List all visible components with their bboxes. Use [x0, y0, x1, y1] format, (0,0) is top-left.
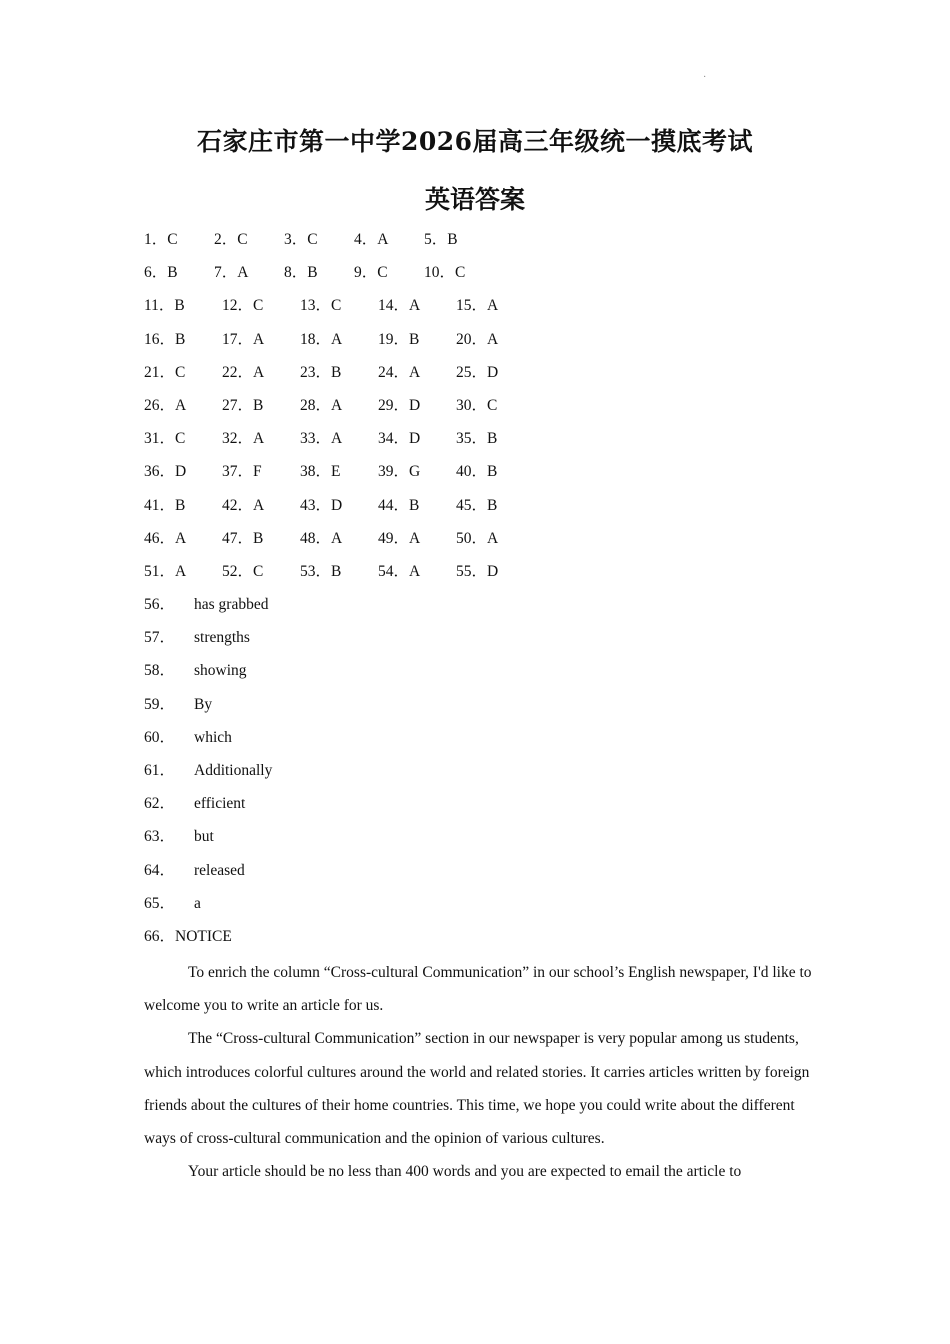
fill-number: 58．	[144, 662, 176, 680]
fill-answer: By	[194, 695, 213, 713]
choice-row	[144, 558, 498, 591]
choice-answer: 18．A	[300, 330, 343, 348]
choice-answer: 5．B	[424, 231, 458, 248]
choice-answer: 37．F	[222, 463, 262, 481]
choice-answer: 26．A	[144, 396, 187, 414]
choice-answer: 22．A	[222, 363, 265, 381]
choice-answer: 49．A	[378, 529, 421, 547]
choice-answer: 23．B	[300, 363, 342, 381]
fill-answer: showing	[194, 662, 247, 680]
choice-row	[144, 425, 498, 458]
choice-answer: 34．D	[378, 430, 421, 448]
choice-answer: 36．D	[144, 463, 187, 481]
choice-answer: 14．A	[378, 297, 421, 315]
choice-answer: 30．C	[456, 396, 498, 414]
fill-number: 60．	[144, 728, 176, 746]
choice-answer: 27．B	[222, 396, 264, 414]
fill-answer: strengths	[194, 629, 250, 647]
choice-answer: 54．A	[378, 562, 421, 580]
choice-answer: 38．E	[300, 463, 341, 481]
choice-answer: 29．D	[378, 396, 421, 414]
choice-answer: 12．C	[222, 297, 264, 315]
choice-answer: 15．A	[456, 297, 499, 315]
choice-answer: 20．A	[456, 330, 499, 348]
fill-answer: a	[194, 894, 201, 912]
choice-answer: 21．C	[144, 363, 186, 381]
choice-answer: 50．A	[456, 529, 499, 547]
fill-number: 56．	[144, 596, 176, 613]
choice-answer: 32．A	[222, 430, 265, 448]
choice-answer: 42．A	[222, 496, 265, 514]
choice-row	[144, 292, 498, 325]
choice-answer: 2．C	[214, 231, 248, 248]
fill-row	[144, 624, 272, 657]
choice-row	[144, 458, 498, 491]
choice-answer: 9．C	[354, 264, 388, 282]
choice-answer: 10．C	[424, 264, 466, 282]
fill-row	[144, 790, 272, 823]
choice-answer: 39．G	[378, 463, 421, 481]
choice-answers	[144, 226, 498, 591]
fill-row	[144, 691, 272, 724]
header-mark: ·	[703, 72, 707, 83]
choice-answer: 46．A	[144, 529, 187, 547]
choice-answer: 44．B	[378, 496, 420, 514]
essay-paragraph: The “Cross-cultural Communication” section in our newspaper is very popular among us students, which introduces colorful cultures around the world and related stories. It carries articles written by foreign friends about the cultures of their home countries. This time, we hope you could write about the different ways of cross-cultural communication and the opinion of various cultures.	[144, 1030, 810, 1148]
essay-paragraph: Your article should be no less than 400 words and you are expected to email the article to	[188, 1163, 742, 1181]
choice-answer: 55．D	[456, 562, 499, 580]
choice-answer: 6．B	[144, 264, 178, 282]
choice-answer: 52．C	[222, 562, 264, 580]
choice-row	[144, 359, 498, 392]
choice-answer: 25．D	[456, 363, 499, 381]
choice-answer: 19．B	[378, 330, 420, 348]
choice-answer: 53．B	[300, 562, 342, 580]
choice-answer: 4．A	[354, 231, 389, 248]
choice-answer: 47．B	[222, 529, 264, 547]
fill-answers	[144, 591, 272, 923]
fill-answer: which	[194, 728, 232, 746]
choice-row	[144, 492, 498, 525]
fill-number: 57．	[144, 629, 176, 647]
fill-row	[144, 857, 272, 890]
fill-answer: has grabbed	[194, 596, 269, 613]
essay-body	[144, 956, 812, 1188]
fill-number: 64．	[144, 861, 176, 879]
choice-answer: 13．C	[300, 297, 342, 315]
choice-answer: 41．B	[144, 496, 186, 514]
fill-number: 63．	[144, 828, 176, 846]
choice-answer: 11．B	[144, 297, 185, 315]
fill-answer: efficient	[194, 795, 246, 813]
choice-answer: 35．B	[456, 430, 498, 448]
fill-row	[144, 757, 272, 790]
fill-number: 59．	[144, 695, 176, 713]
choice-answer: 43．D	[300, 496, 343, 514]
choice-answer: 16．B	[144, 330, 186, 348]
fill-answer: Additionally	[194, 761, 273, 779]
page-subtitle: 英语答案	[424, 185, 525, 214]
essay-paragraph: To enrich the column “Cross-cultural Communication” in our school’s English newspaper, I'd like to welcome you to write an article for us.	[144, 964, 812, 1015]
choice-row	[144, 259, 498, 292]
choice-answer: 48．A	[300, 529, 343, 547]
fill-number: 61．	[144, 761, 176, 779]
fill-row	[144, 890, 272, 923]
fill-answer: but	[194, 828, 214, 846]
fill-row	[144, 823, 272, 856]
fill-number: 62．	[144, 795, 176, 813]
choice-answer: 40．B	[456, 463, 498, 481]
choice-answer: 8．B	[284, 264, 318, 282]
choice-answer: 31．C	[144, 430, 186, 448]
choice-answer: 45．B	[456, 496, 498, 514]
fill-row	[144, 591, 272, 624]
choice-answer: 7．A	[214, 264, 249, 282]
choice-row	[144, 226, 498, 259]
choice-row	[144, 326, 498, 359]
choice-answer: 1．C	[144, 231, 178, 248]
fill-number: 65．	[144, 894, 176, 912]
choice-row	[144, 525, 498, 558]
choice-answer: 51．A	[144, 562, 187, 580]
choice-answer: 17．A	[222, 330, 265, 348]
choice-answer: 3．C	[284, 231, 318, 248]
fill-answer: released	[194, 861, 245, 879]
fill-row	[144, 657, 272, 690]
choice-answer: 33．A	[300, 430, 343, 448]
choice-answer: 28．A	[300, 396, 343, 414]
choice-answer: 24．A	[378, 363, 421, 381]
essay-heading: 66．NOTICE	[144, 928, 232, 945]
choice-row	[144, 392, 498, 425]
fill-row	[144, 724, 272, 757]
page-title: 石家庄市第一中学2026届高三年级统一摸底考试	[196, 127, 754, 156]
